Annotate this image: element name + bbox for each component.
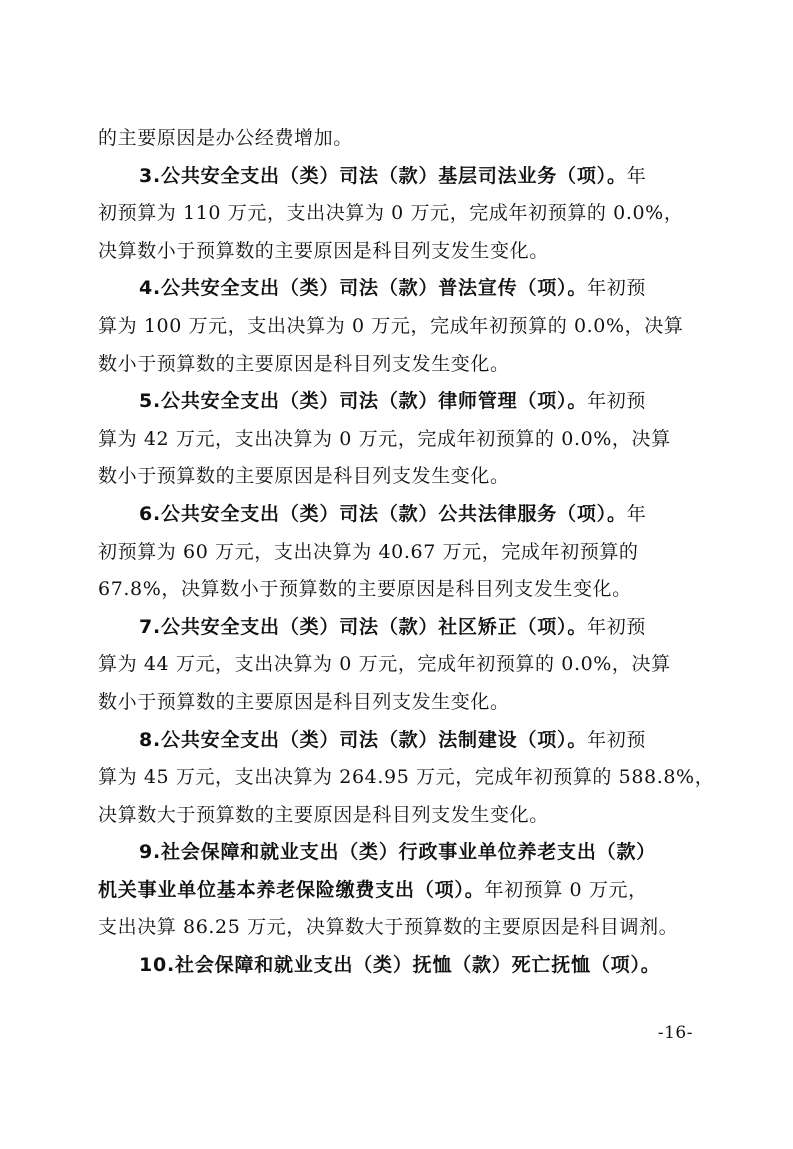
- paragraph-line: [98, 872, 688, 910]
- paragraph-line: [98, 120, 688, 158]
- body-text: 年初预: [587, 390, 646, 413]
- body-text: 算为 42 万元，支出决算为 0 万元，完成年初预算的 0.0%，决算: [98, 427, 671, 450]
- paragraph-line: [98, 834, 688, 872]
- body-text: 算为 100 万元，支出决算为 0 万元，完成年初预算的 0.0%，决算: [98, 314, 684, 337]
- body-text: 初预算为 60 万元，支出决算为 40.67 万元，完成年初预算的: [98, 540, 639, 563]
- paragraph-line: [98, 722, 688, 760]
- body-text: 决算数小于预算数的主要原因是科目列支发生变化。: [98, 239, 549, 262]
- paragraph-line: [98, 609, 688, 647]
- body-text: 数小于预算数的主要原因是科目列支发生变化。: [98, 690, 510, 713]
- item-heading: 10.社会保障和就业支出（类）抚恤（款）死亡抚恤（项）。: [139, 954, 661, 977]
- body-text: 年初预: [587, 728, 646, 751]
- item-heading: 3.公共安全支出（类）司法（款）基层司法业务（项）。: [139, 164, 627, 187]
- paragraph-line: [98, 346, 688, 384]
- body-text: 67.8%，决算数小于预算数的主要原因是科目列支发生变化。: [98, 578, 632, 601]
- paragraph-line: [98, 797, 688, 835]
- item-heading: 9.社会保障和就业支出（类）行政事业单位养老支出（款）: [139, 841, 657, 864]
- body-text: 算为 45 万元，支出决算为 264.95 万元，完成年初预算的 588.8%，: [98, 766, 715, 789]
- paragraph-line: [98, 646, 688, 684]
- body-text: 年: [626, 164, 647, 187]
- item-heading: 4.公共安全支出（类）司法（款）普法宣传（项）。: [139, 277, 588, 300]
- paragraph-line: [98, 458, 688, 496]
- page-number: -16-: [657, 1023, 693, 1043]
- paragraph-line: [98, 571, 688, 609]
- paragraph-line: [98, 195, 688, 233]
- item-heading: 6.公共安全支出（类）司法（款）公共法律服务（项）。: [139, 502, 627, 525]
- body-text: 决算数大于预算数的主要原因是科目列支发生变化。: [98, 803, 549, 826]
- paragraph-line: [98, 759, 715, 797]
- body-text: 年: [626, 502, 647, 525]
- body-text: 支出决算 86.25 万元，决算数大于预算数的主要原因是科目调剂。: [98, 916, 679, 939]
- paragraph-line: [98, 421, 688, 459]
- paragraph-line: [98, 534, 688, 572]
- body-text: 年初预: [587, 615, 646, 638]
- paragraph-line: [98, 684, 688, 722]
- body-text: 的主要原因是办公经费增加。: [98, 127, 353, 149]
- body-text: 年初预算 0 万元，: [484, 878, 648, 901]
- item-heading: 5.公共安全支出（类）司法（款）律师管理（项）。: [139, 390, 588, 413]
- paragraph-line: [98, 496, 688, 534]
- body-text: 年初预: [587, 277, 646, 300]
- body-text: 算为 44 万元，支出决算为 0 万元，完成年初预算的 0.0%，决算: [98, 653, 671, 676]
- paragraph-line: [98, 909, 688, 947]
- item-heading: 7.公共安全支出（类）司法（款）社区矫正（项）。: [139, 615, 588, 638]
- body-text: 初预算为 110 万元，支出决算为 0 万元，完成年初预算的 0.0%，: [98, 202, 684, 225]
- paragraph-line: [98, 233, 688, 271]
- item-heading: 机关事业单位基本养老保险缴费支出（项）。: [98, 878, 485, 901]
- body-text: 数小于预算数的主要原因是科目列支发生变化。: [98, 465, 510, 488]
- body-text: 数小于预算数的主要原因是科目列支发生变化。: [98, 352, 510, 375]
- paragraph-line: [98, 947, 688, 985]
- document-body: [98, 120, 715, 985]
- paragraph-line: [98, 308, 688, 346]
- paragraph-line: [98, 158, 688, 196]
- item-heading: 8.公共安全支出（类）司法（款）法制建设（项）。: [139, 728, 588, 751]
- paragraph-line: [98, 383, 688, 421]
- paragraph-line: [98, 270, 688, 308]
